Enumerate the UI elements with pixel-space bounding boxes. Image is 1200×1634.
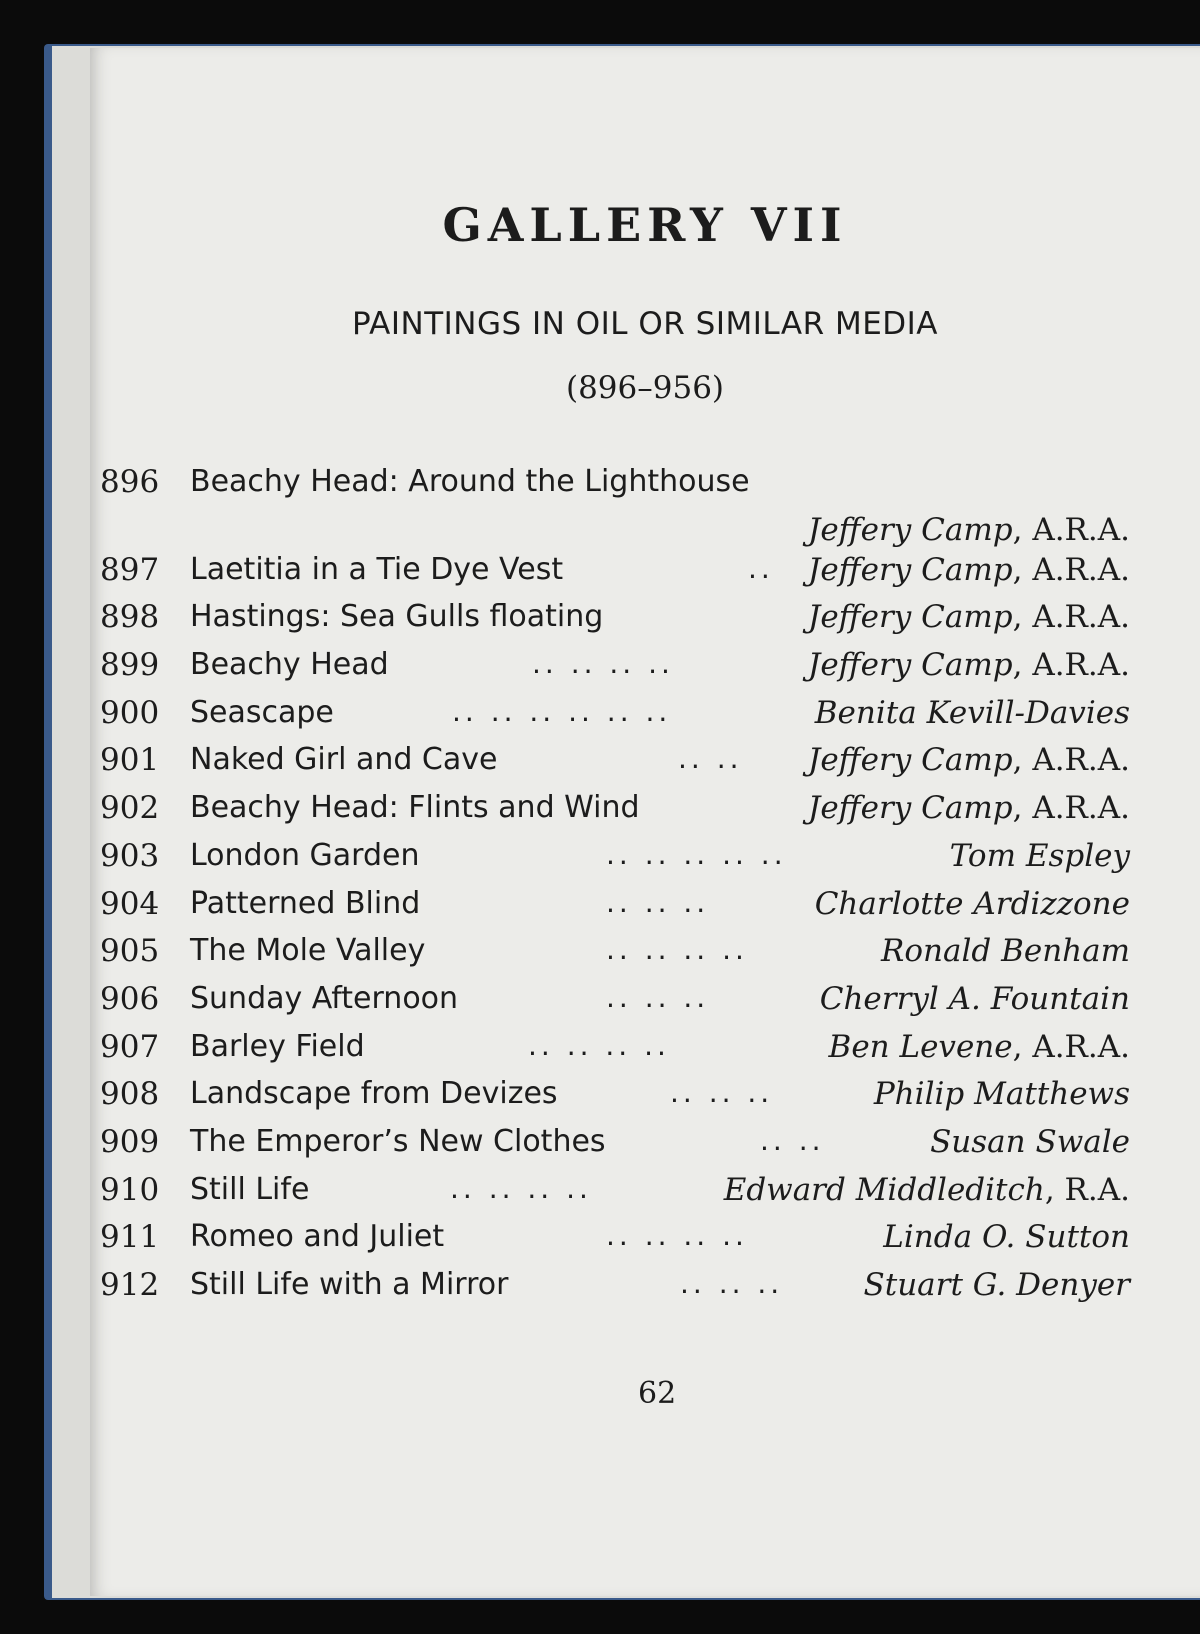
leader-dots: .. .. .. bbox=[606, 980, 710, 1014]
entry-artist: Jeffery Camp, A.R.A. bbox=[807, 599, 1130, 636]
catalogue-entry bbox=[100, 599, 1130, 647]
entry-artist: Tom Espley bbox=[949, 837, 1130, 874]
entry-number: 903 bbox=[100, 837, 160, 874]
entry-title: Beachy Head: Around the Lighthouse bbox=[190, 464, 750, 499]
catalogue-entry bbox=[100, 742, 1130, 790]
leader-dots: .. .. .. .. bbox=[532, 647, 674, 681]
leader-dots: .. .. .. bbox=[670, 1076, 774, 1110]
catalogue-entry bbox=[100, 981, 1130, 1029]
leader-dots: .. .. .. bbox=[606, 885, 710, 919]
entry-artist: Jeffery Camp, A.R.A. bbox=[807, 647, 1130, 684]
entry-number: 912 bbox=[100, 1267, 160, 1303]
entry-artist: Philip Matthews bbox=[873, 1076, 1130, 1113]
catalogue-entry bbox=[100, 1267, 1130, 1315]
catalogue-entry bbox=[100, 1029, 1130, 1077]
entry-artist: Jeffery Camp, A.R.A. bbox=[807, 511, 1130, 548]
entry-title: Patterned Blind bbox=[190, 885, 421, 921]
entry-title: Naked Girl and Cave bbox=[190, 742, 498, 778]
entry-number: 904 bbox=[100, 885, 160, 922]
entry-title: Sunday Afternoon bbox=[190, 980, 459, 1016]
entry-title: Landscape from Devizes bbox=[190, 1076, 558, 1112]
leader-dots: .. .. bbox=[760, 1123, 825, 1157]
catalogue-entry bbox=[100, 1076, 1130, 1124]
leader-dots: .. .. .. .. bbox=[528, 1028, 670, 1062]
entry-title: Barley Field bbox=[190, 1028, 365, 1064]
catalogue-entry bbox=[100, 838, 1130, 886]
entry-title: Beachy Head: Flints and Wind bbox=[190, 790, 640, 826]
entry-artist: Linda O. Sutton bbox=[883, 1219, 1130, 1256]
entry-artist: Jeffery Camp, A.R.A. bbox=[807, 790, 1130, 827]
entry-artist: Ronald Benham bbox=[881, 933, 1130, 970]
catalogue-entry bbox=[100, 1124, 1130, 1172]
entry-artist: Susan Swale bbox=[930, 1123, 1130, 1160]
entry-number: 899 bbox=[100, 647, 160, 684]
entry-title: The Emperor’s New Clothes bbox=[190, 1123, 606, 1159]
catalogue-entry bbox=[100, 790, 1130, 838]
catalogue-entry bbox=[100, 647, 1130, 695]
entry-number: 906 bbox=[100, 980, 160, 1017]
entry-number: 898 bbox=[100, 599, 160, 636]
entry-artist: Benita Kevill-Davies bbox=[814, 694, 1130, 731]
catalogue-entry bbox=[100, 1219, 1130, 1267]
leader-dots: .. .. .. .. bbox=[606, 933, 748, 967]
page-number: 62 bbox=[638, 1376, 677, 1411]
entry-artist: Cherryl A. Fountain bbox=[819, 980, 1130, 1017]
catalogue-entry bbox=[100, 695, 1130, 743]
entry-title: Still Life bbox=[190, 1171, 310, 1207]
entry-artist: Jeffery Camp, A.R.A. bbox=[807, 551, 1130, 588]
entry-title: Beachy Head bbox=[190, 647, 389, 683]
entry-number: 902 bbox=[100, 790, 160, 827]
entry-title: Still Life with a Mirror bbox=[190, 1267, 509, 1302]
entry-number: 900 bbox=[100, 694, 160, 731]
catalogue-entry bbox=[100, 886, 1130, 934]
leader-dots: .. .. .. .. .. .. bbox=[452, 694, 672, 728]
leader-dots: .. .. bbox=[678, 742, 743, 776]
catalogue-range: (896–956) bbox=[565, 370, 725, 406]
entry-title: London Garden bbox=[190, 837, 420, 873]
entry-number: 905 bbox=[100, 933, 160, 970]
catalogue-entry bbox=[100, 1172, 1130, 1220]
entry-number: 908 bbox=[100, 1076, 160, 1113]
catalogue-entry-continuation bbox=[100, 512, 1130, 552]
leader-dots: .. .. .. bbox=[680, 1267, 784, 1300]
entry-artist: Charlotte Ardizzone bbox=[814, 885, 1130, 922]
entry-artist: Edward Middleditch, R.A. bbox=[723, 1171, 1130, 1208]
catalogue-list bbox=[100, 464, 1130, 1315]
catalogue-entry bbox=[100, 464, 1130, 512]
entry-number: 907 bbox=[100, 1028, 160, 1065]
entry-artist: Stuart G. Denyer bbox=[863, 1267, 1130, 1303]
catalogue-entry bbox=[100, 933, 1130, 981]
entry-number: 909 bbox=[100, 1123, 160, 1160]
entry-title: The Mole Valley bbox=[190, 933, 426, 969]
entry-number: 901 bbox=[100, 742, 160, 779]
entry-artist: Ben Levene, A.R.A. bbox=[828, 1028, 1130, 1065]
leader-dots: .. .. .. .. bbox=[450, 1171, 592, 1205]
entry-number: 910 bbox=[100, 1171, 160, 1208]
entry-number: 896 bbox=[100, 464, 160, 500]
entry-number: 911 bbox=[100, 1219, 160, 1256]
entry-title: Hastings: Sea Gulls floating bbox=[190, 599, 604, 635]
entry-title: Laetitia in a Tie Dye Vest bbox=[190, 551, 564, 587]
gallery-title: GALLERY VII bbox=[442, 198, 848, 252]
leader-dots: .. .. .. .. bbox=[606, 1219, 748, 1253]
section-subtitle: PAINTINGS IN OIL OR SIMILAR MEDIA bbox=[351, 306, 939, 342]
leader-dots: .. bbox=[748, 551, 774, 585]
entry-artist: Jeffery Camp, A.R.A. bbox=[807, 742, 1130, 779]
catalogue-entry bbox=[100, 552, 1130, 600]
entry-title: Seascape bbox=[190, 694, 334, 730]
entry-number: 897 bbox=[100, 551, 160, 588]
leader-dots: .. .. .. .. .. bbox=[606, 837, 787, 871]
entry-title: Romeo and Juliet bbox=[190, 1219, 445, 1255]
